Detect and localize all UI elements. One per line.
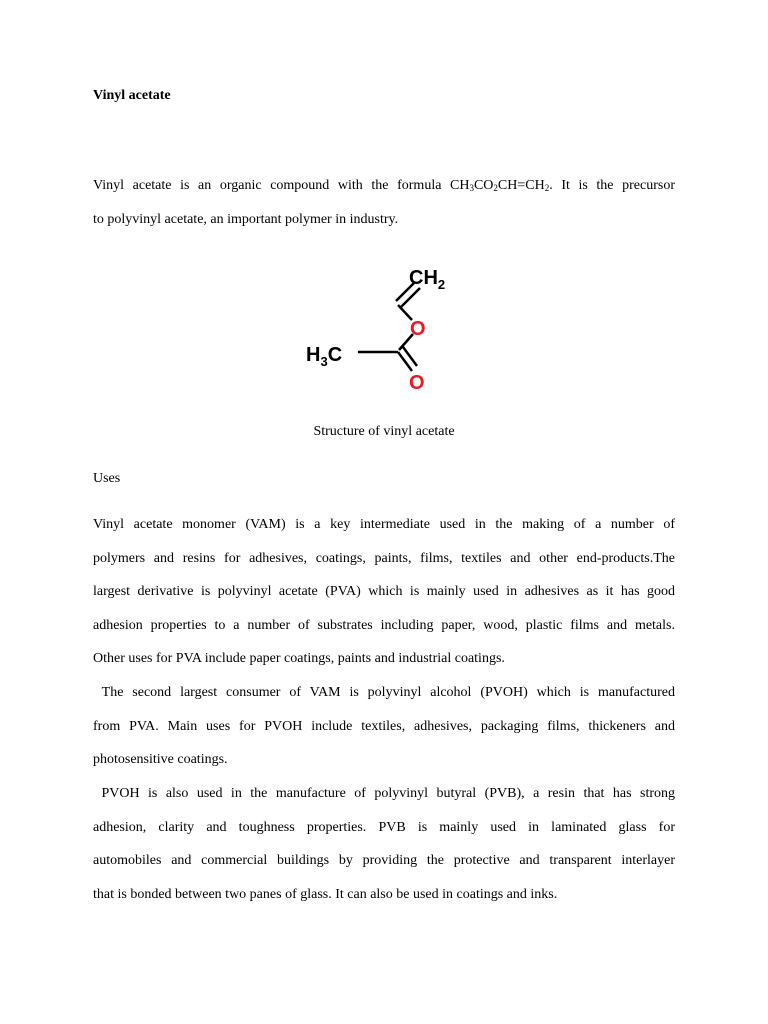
paragraph-line: adhesion, clarity and toughness properties. PVB is mainly used in laminated glass for (93, 819, 675, 835)
uses-paragraph-2 (93, 676, 675, 777)
paragraph-line: The second largest consumer of VAM is polyvinyl alcohol (PVOH) which is manufactured (93, 685, 675, 700)
uses-heading: Uses (93, 471, 121, 486)
paragraph-line: Vinyl acetate monomer (VAM) is a key intermediate used in the making of a number of (93, 517, 675, 532)
paragraph-line: polymers and resins for adhesives, coatings, paints, films, textiles and other end-products.The (93, 550, 675, 566)
paragraph-line: PVOH is also used in the manufacture of polyvinyl butyral (PVB), a resin that has strong (93, 786, 675, 801)
carbonyl-oxygen-label: O (409, 372, 425, 394)
methyl-label: $H_3C$ (306, 344, 343, 369)
ester-oxygen-label: O (410, 318, 426, 340)
paragraph-line: largest derivative is polyvinyl acetate (PVA) which is mainly used in adhesives as it has good (93, 584, 675, 600)
figure-caption: Structure of vinyl acetate (313, 424, 455, 439)
paragraph-line: that is bonded between two panes of glass. It can also be used in coatings and inks. (93, 886, 558, 902)
double-bond-line-2 (401, 288, 420, 307)
ch2-label: $CH_2$ (409, 267, 446, 292)
paragraph-line: automobiles and commercial buildings by providing the protective and transparent interlayer (93, 853, 675, 869)
intro-paragraph (93, 169, 675, 236)
paragraph-line: Other uses for PVA include paper coatings, paints and industrial coatings. (93, 651, 505, 667)
intro-line-1: Vinyl acetate is an organic compound with the formula $CH_3CO_2CH=CH_2$. It is the precursor (93, 178, 675, 193)
uses-paragraph-1 (93, 508, 675, 676)
paragraph-line: photosensitive coatings. (93, 752, 228, 768)
vinyl-acetate-structure (290, 250, 480, 400)
paragraph-line: from PVA. Main uses for PVOH include textiles, adhesives, packaging films, thickeners and (93, 718, 675, 734)
intro-line-2: to polyvinyl acetate, an important polymer in industry. (93, 211, 399, 227)
document-title: Vinyl acetate (93, 88, 171, 103)
uses-paragraph-3 (93, 777, 675, 911)
paragraph-line: adhesion properties to a number of substrates including paper, wood, plastic films and metals. (93, 617, 675, 633)
